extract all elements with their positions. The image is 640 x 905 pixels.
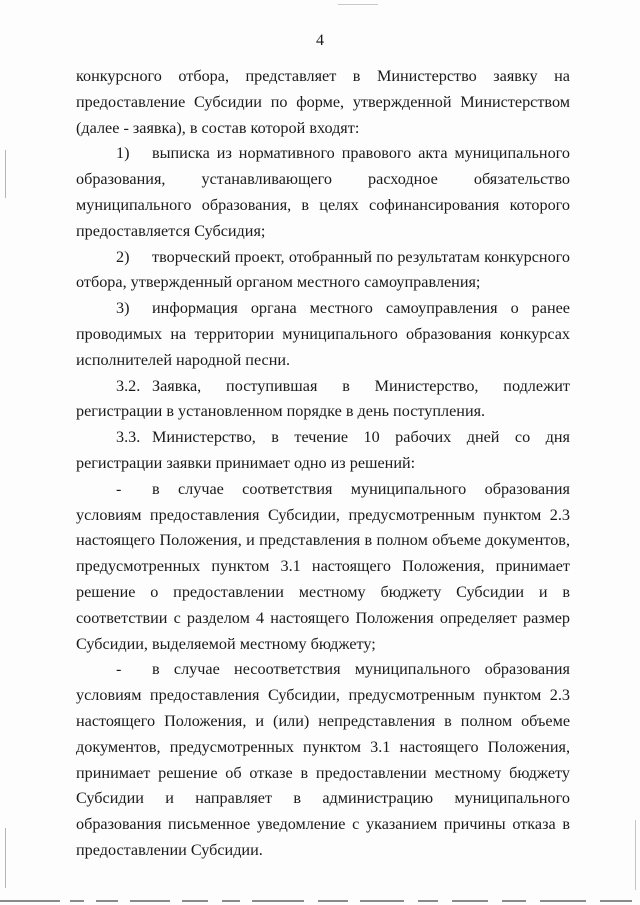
list-marker: 2): [116, 247, 130, 266]
dash-item-text: в случае соответствия муниципального образования условиям предоставления Субсидии, предусмотренным пунктом 2.3 настоящего Положения, и представления в полном объеме документов, предусмотренных пунктом 3.1 настоящего Положения, принимает решение о предоставлении местному бюджету Субсидии и в соответствии с разделом 4 настоящего Положения определяет размер Субсидии, выделяемой местному бюджету;: [76, 479, 570, 653]
list-item-3: [76, 296, 570, 373]
paragraph-continuation: [76, 64, 570, 141]
clause-3-3: [76, 425, 570, 477]
list-item-text: выписка из нормативного правового акта муниципального образования, устанавливающего расходное обязательство муниципального образования, в целях софинансирования которого предоставляется Субсидия;: [76, 144, 570, 240]
list-item-text: творческий проект, отобранный по результатам конкурсного отбора, утвержденный органом местного самоуправления;: [76, 247, 570, 292]
clause-text: Министерство, в течение 10 рабочих дней со дня регистрации заявки принимает одно из решений:: [76, 428, 570, 472]
list-item-1: [76, 141, 570, 244]
clause-3-2: [76, 374, 570, 426]
list-marker: 3): [116, 299, 130, 318]
scan-artifact-right-margin: [635, 820, 636, 890]
dash-marker: -: [116, 660, 122, 679]
dash-item-2: [76, 657, 570, 863]
clause-number: 3.2.: [116, 376, 141, 395]
document-body: [76, 64, 570, 864]
scan-artifact-bottom-strip: [0, 897, 640, 905]
page-number: 4: [316, 32, 324, 49]
scan-artifact-top: [338, 4, 378, 5]
list-item-text: информация органа местного самоуправления о ранее проводимых на территории муниципального образования конкурсах исполнителей народной песни.: [76, 299, 570, 369]
list-marker: 1): [116, 144, 130, 163]
dash-marker: -: [116, 479, 122, 498]
scan-artifact-left-margin-lower: [5, 828, 6, 888]
dash-item-text: в случае несоответствия муниципального образования условиям предоставления Субсидии, предусмотренным пунктом 2.3 настоящего Положения, и (или) непредставления в полном объеме документов, предусмотренных пунктом 3.1 настоящего Положения, принимает решение об отказе в предоставлении местному бюджету Субсидии и направляет в администрацию муниципального образования письменное уведомление с указанием причины отказа в предоставлении Субсидии.: [76, 660, 570, 859]
clause-text: Заявка, поступившая в Министерство, подлежит регистрации в установленном порядке в день поступления.: [76, 376, 570, 421]
list-item-2: [76, 245, 570, 297]
scan-artifact-left-margin: [5, 150, 6, 198]
clause-number: 3.3.: [116, 428, 141, 447]
paragraph-text: конкурсного отбора, представляет в Министерство заявку на предоставление Субсидии по форме, утвержденной Министерством (далее - заявка), в состав которой входят:: [76, 67, 570, 137]
dash-item-1: [76, 477, 570, 658]
